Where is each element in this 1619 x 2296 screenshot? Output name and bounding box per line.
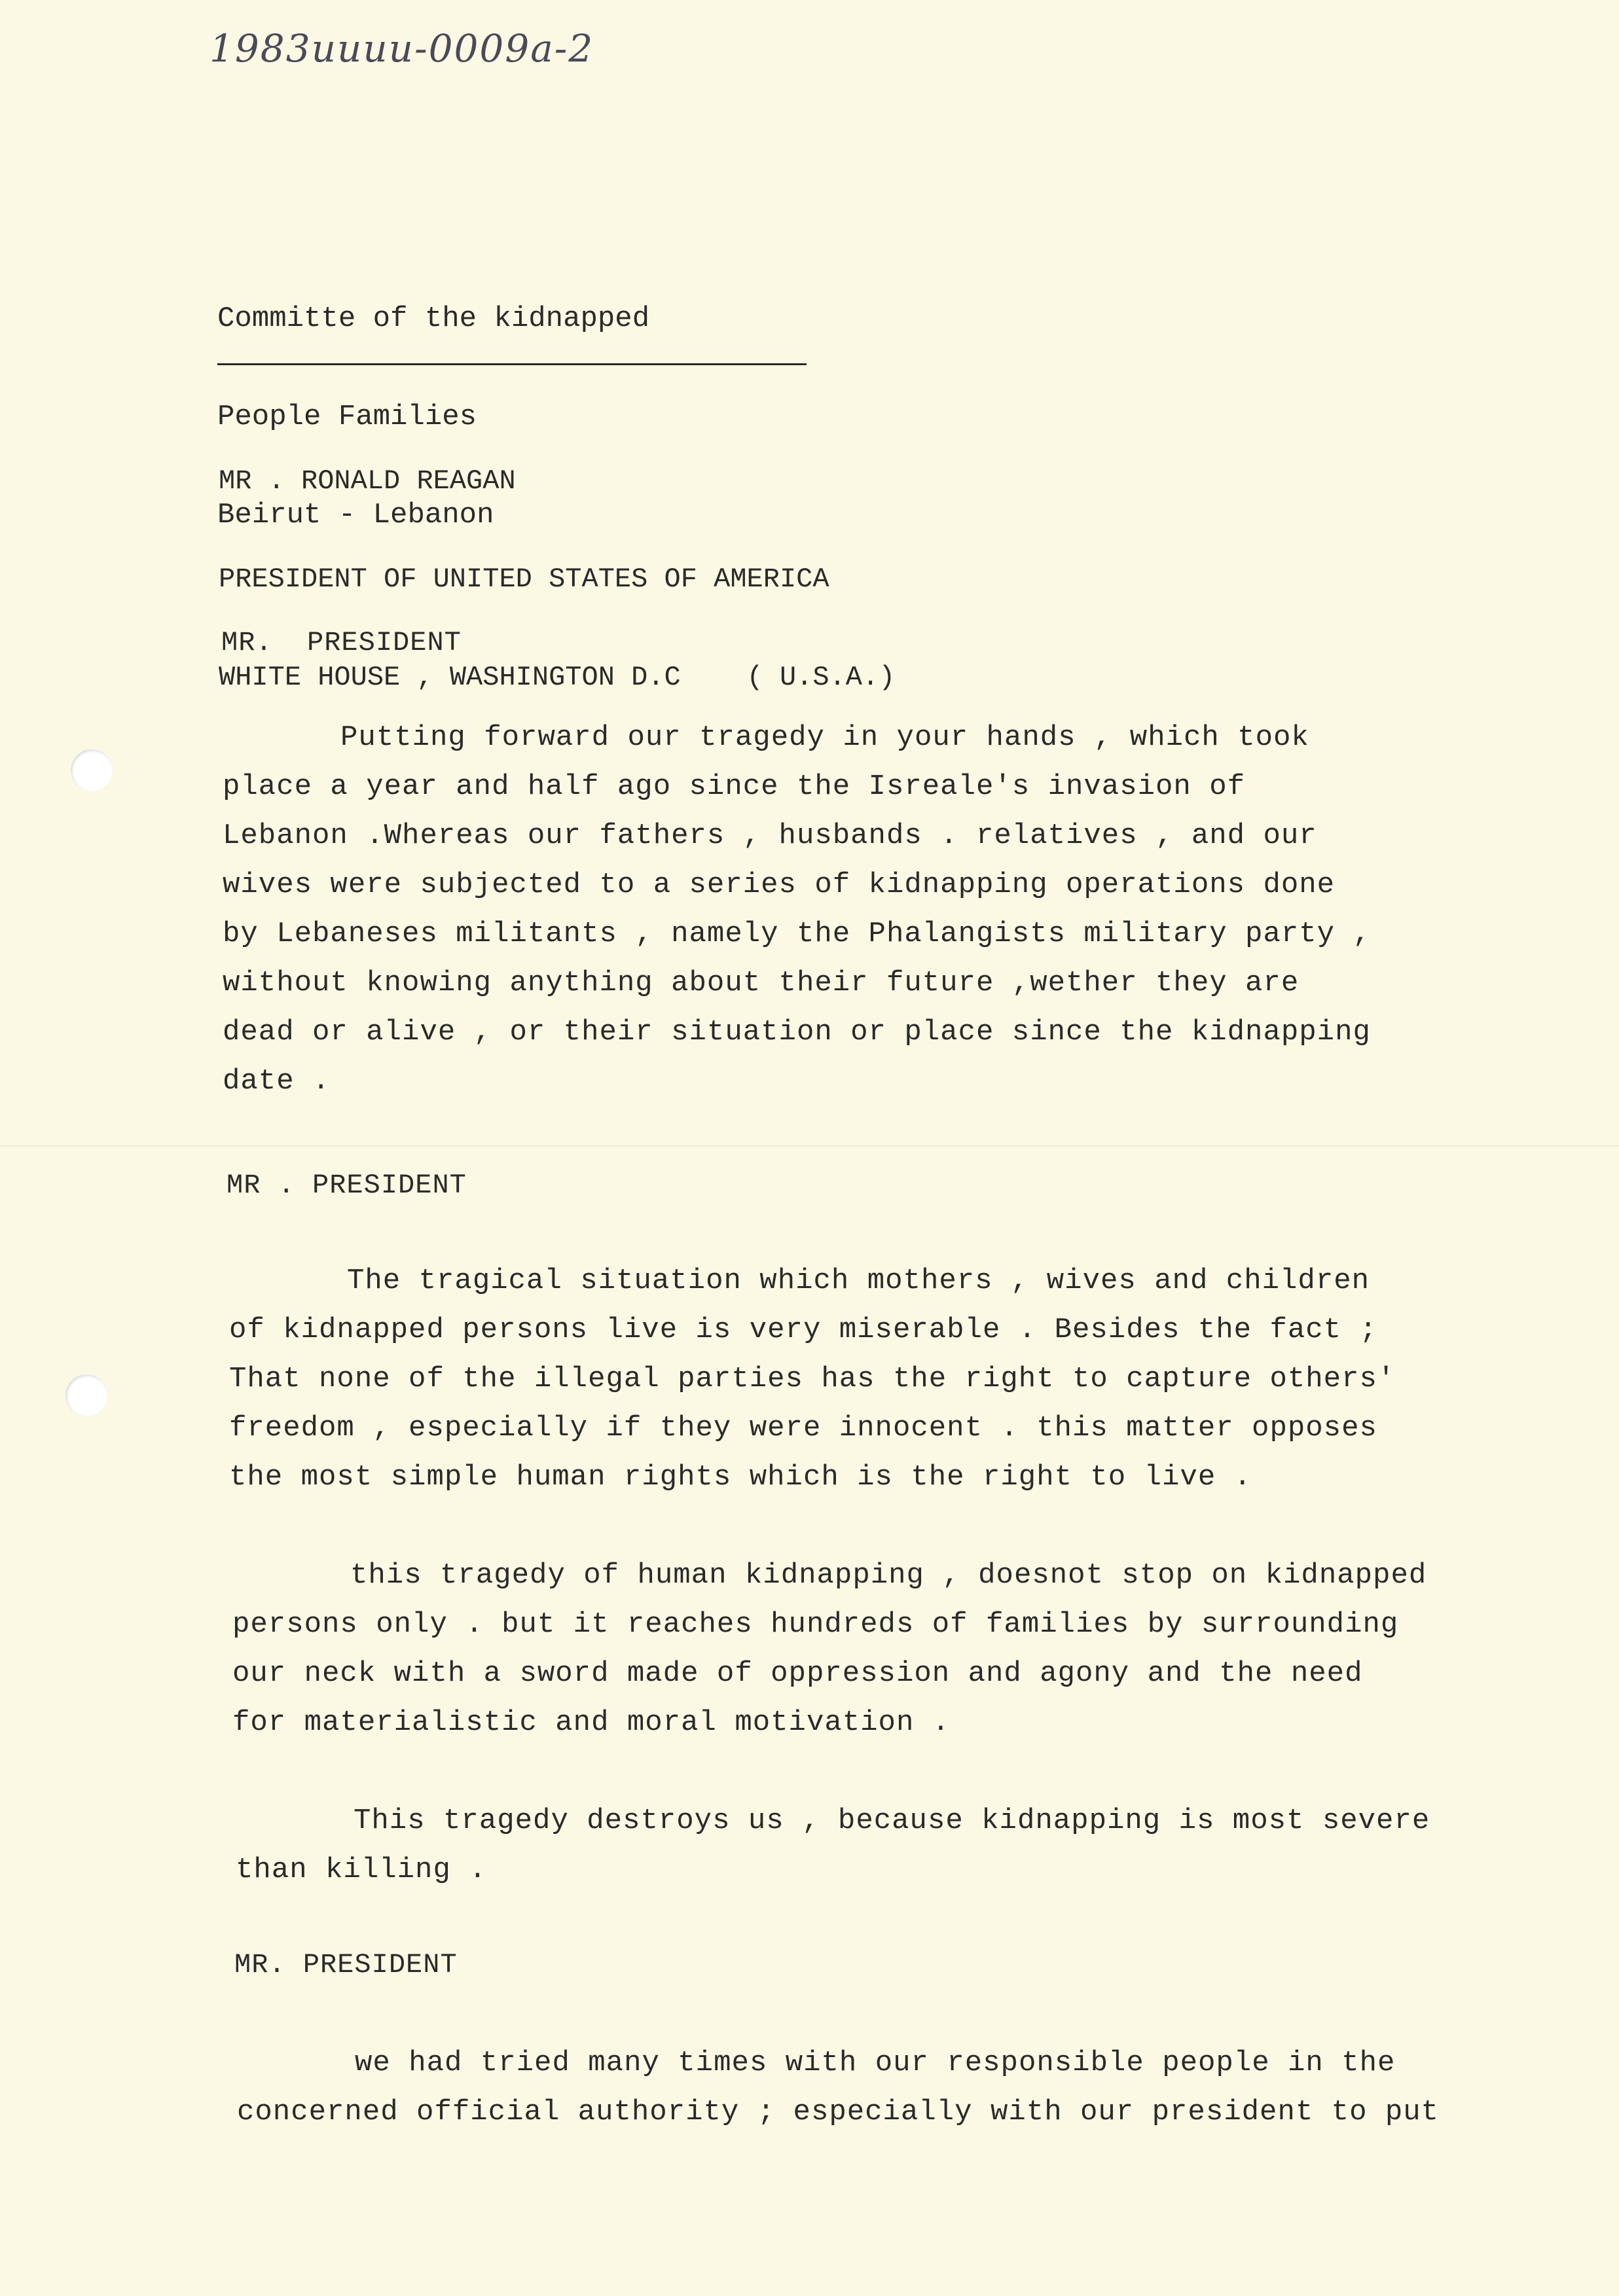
recipient-line: PRESIDENT OF UNITED STATES OF AMERICA [219, 564, 829, 595]
text-line: the most simple human rights which is the right to live . [229, 1461, 1252, 1494]
text-line: our neck with a sword made of oppression and agony and the need [232, 1657, 1363, 1690]
fold-line [0, 1145, 1619, 1147]
recipient-address [219, 399, 895, 759]
salutation: MR. PRESIDENT [221, 627, 462, 658]
paragraph-2 [229, 1257, 1565, 1502]
text-line: concerned official authority ; especially with our president to put [237, 2096, 1440, 2128]
text-line: persons only . but it reaches hundreds of families by surrounding [232, 1608, 1399, 1641]
punch-hole-bottom [65, 1374, 107, 1416]
text-line: The tragical situation which mothers , wives and children [347, 1265, 1370, 1297]
salutation: MR . PRESIDENT [227, 1170, 467, 1201]
text-line: wives were subjected to a series of kidnapping operations done [223, 869, 1336, 901]
text-line: Lebanon .Whereas our fathers , husbands . relatives , and our [223, 819, 1317, 852]
paragraph-3 [232, 1551, 1568, 1748]
paragraph-5 [237, 2039, 1573, 2137]
text-line: dead or alive , or their situation or place since the kidnapping [223, 1016, 1371, 1049]
sender-line: Committe of the kidnapped [217, 302, 650, 335]
text-line: of kidnapped persons live is very miserable . Besides the fact ; [229, 1314, 1377, 1346]
recipient-line: MR . RONALD REAGAN [219, 465, 516, 497]
punch-hole-top [71, 749, 113, 791]
text-line: without knowing anything about their future ,wether they are [223, 967, 1300, 999]
paragraph-1 [223, 713, 1558, 1106]
text-line: place a year and half ago since the Isreale's invasion of [223, 770, 1246, 803]
text-line: date . [223, 1065, 331, 1098]
text-line: this tragedy of human kidnapping , doesnot stop on kidnapped [350, 1559, 1427, 1592]
sender-line: People Families [217, 401, 477, 433]
handwritten-reference-number: 1983uuuu-0009a-2 [209, 26, 594, 71]
text-line: This tragedy destroys us , because kidnapping is most severe [354, 1804, 1430, 1837]
recipient-line: WHITE HOUSE , WASHINGTON D.C ( U.S.A.) [219, 662, 896, 693]
salutation: MR. PRESIDENT [234, 1949, 458, 1981]
text-line: we had tried many times with our responsible people in the [355, 2047, 1396, 2079]
text-line: That none of the illegal parties has the right to capture others' [229, 1363, 1396, 1395]
text-line: than killing . [236, 1854, 487, 1886]
sender-line: Beirut - Lebanon [217, 499, 494, 531]
paragraph-4 [236, 1797, 1571, 1895]
text-line: by Lebaneses militants , namely the Phalangists military party , [223, 918, 1371, 950]
text-line: Putting forward our tragedy in your hands , which took [340, 721, 1309, 754]
text-line: freedom , especially if they were innocent . this matter opposes [229, 1412, 1377, 1444]
divider-rule [217, 363, 807, 365]
text-line: for materialistic and moral motivation . [232, 1706, 951, 1739]
